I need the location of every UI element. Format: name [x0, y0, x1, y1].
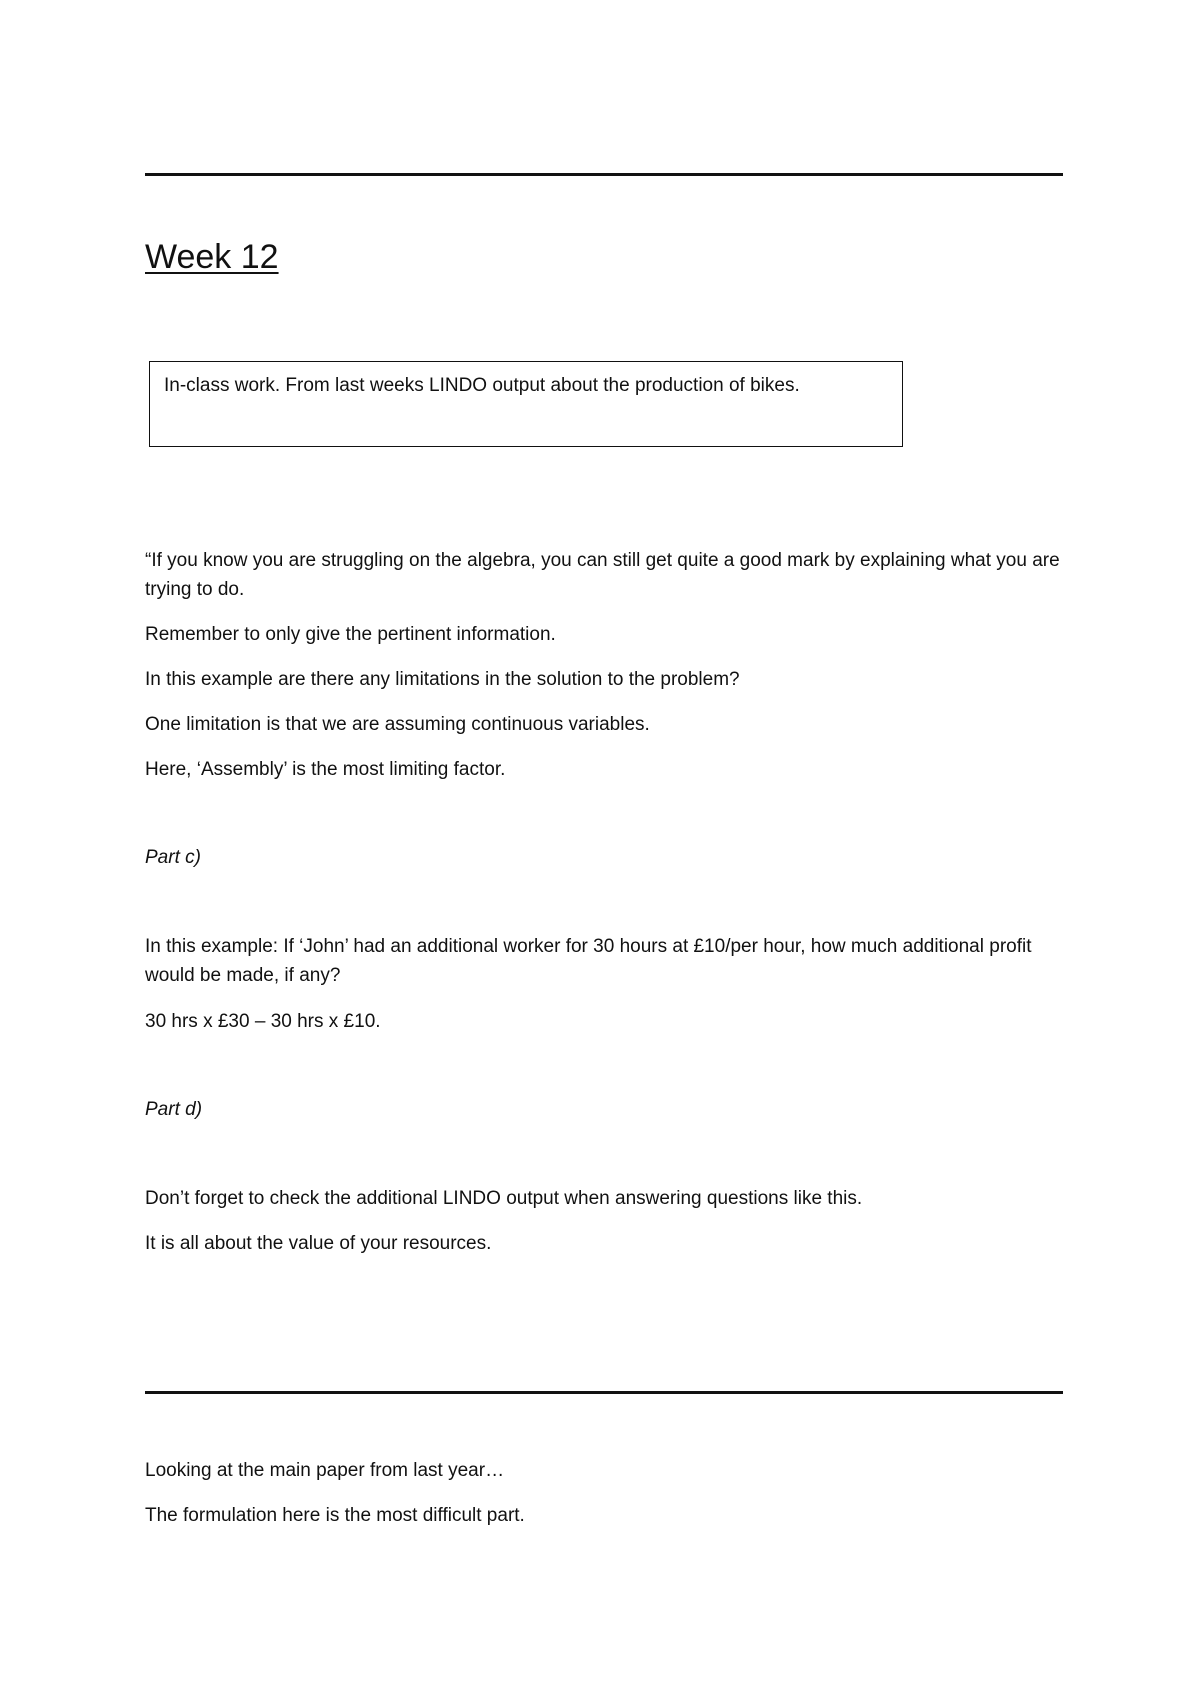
top-divider: [145, 173, 1063, 176]
paragraph-algebra-advice: “If you know you are struggling on the algebra, you can still get quite a good mark by explaining what you are trying to do.: [145, 550, 1060, 600]
part-d-lindo-reminder: Don’t forget to check the additional LINDO output when answering questions like this.: [145, 1188, 863, 1209]
page-title: Week 12: [145, 238, 279, 276]
part-c-question: In this example: If ‘John’ had an additional worker for 30 hours at £10/per hour, how much additional profit would be made, if any?: [145, 936, 1032, 986]
bottom-divider: [145, 1391, 1063, 1394]
part-d-label: Part d): [145, 1099, 203, 1120]
paragraph-limitations-question: In this example are there any limitations in the solution to the problem?: [145, 669, 740, 690]
part-d-resources: It is all about the value of your resources.: [145, 1233, 492, 1254]
paragraph-main-paper: Looking at the main paper from last year…: [145, 1460, 505, 1481]
paragraph-continuous-variables: One limitation is that we are assuming continuous variables.: [145, 714, 650, 735]
part-c-label: Part c): [145, 847, 201, 868]
callout-text: In-class work. From last weeks LINDO output about the production of bikes.: [164, 375, 800, 396]
part-c-answer: 30 hrs x £30 – 30 hrs x £10.: [145, 1011, 381, 1032]
callout-box: [149, 361, 903, 447]
paragraph-formulation: The formulation here is the most difficult part.: [145, 1505, 525, 1526]
paragraph-pertinent-info: Remember to only give the pertinent information.: [145, 624, 556, 645]
paragraph-assembly-factor: Here, ‘Assembly’ is the most limiting factor.: [145, 759, 506, 780]
